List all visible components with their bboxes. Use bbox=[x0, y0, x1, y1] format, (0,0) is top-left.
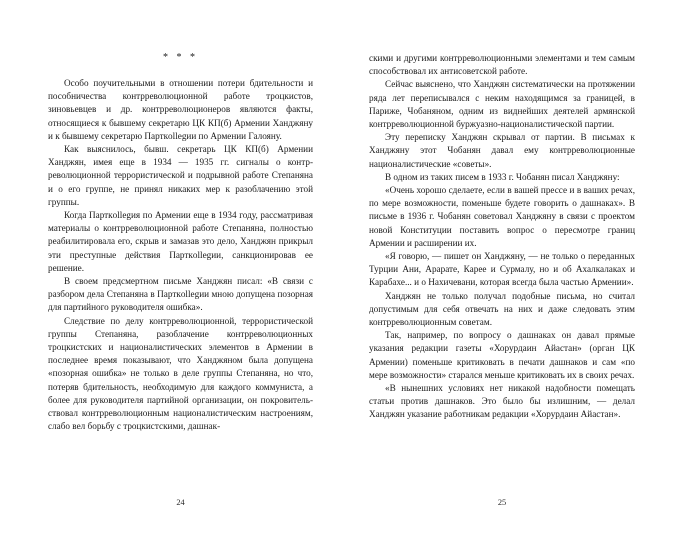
paragraph: Ханджян не только получал подобные письма, но считал допустимым для себя отвечать на них и даже следовать этим контрреволюционным советам. bbox=[369, 290, 635, 328]
paragraph: «В нынешних условиях нет никакой надобности помещать статьи против дашнаков. Это было бы излишним, — делал Ханджян указание работникам редакции «Хорурдаин Айастан». bbox=[369, 383, 635, 420]
paragraph: «Я говорю, — пишет он Ханджяну, — не только о переданных Турции Ани, Арарате, Карее и Сурмалу, но и об Ахалкалаках и Карабахе... и о Нахичевани, которая всегда была частью Армении». bbox=[369, 251, 635, 288]
paragraph: Особо поучительными в отношении потери бдительности и пособничества контрреволюционной работе троцкистов, зиновьевцев и др. контрреволюционеров являются факты, относящиеся к бывшему секретарю ЦК КП(б) Армении Ханджяну и к бывшему секретарю Парткollegии по Армении Галояну. bbox=[48, 78, 313, 141]
page-number-right: 25 bbox=[497, 498, 507, 507]
paragraph: Сейчас выяснено, что Ханджян систематически на протяжении ряда лет переписывался с неким находящимся за границей, в Париже, Чобаняном, одним из виднейших деятелей армянской контрреволюционной буржуазно-националистической партии. bbox=[369, 79, 635, 130]
paragraph: Следствие по делу контрреволюционной, террористической группы Степаняна, разоблачение контрреволюционных троцкистских и националистических элементов в Армении в последнее время показывают, что Ханджяном была допущена «позорная ошибка» не только в деле группы Степаняна, но что, потеряв бдительность, необходимую для каждого коммуниста, а более для руководителя партийной организации, он покровительствовал контрреволюционным националистическим настроениям, слабо вел борьбу с троцкистскими, дашнак- bbox=[48, 315, 313, 432]
paragraph: В своем предсмертном письме Ханджян писал: «В связи с разбором дела Степаняна в Парткollegии мною допущена позорная для партийного руководителя ошибка». bbox=[48, 276, 313, 313]
section-ornament: * * * bbox=[163, 52, 198, 63]
page-right bbox=[341, 0, 683, 540]
paragraph: Так, например, по вопросу о дашнаках он давал прямые указания редакции газеты «Хорурдаин Айастан» (орган ЦК Армении) поменьше критиковать в печати дашнаков и сам «по мере возможности» старался меньше критиковать их в своих речах. bbox=[369, 330, 635, 380]
paragraph: «Очень хорошо сделаете, если в вашей прессе и в ваших речах, по мере возможности, поменьше будете говорить о дашнаках». В письме в 1936 г. Чобанян советовал Ханджяну в связи с проектом новой Конституции поставить вопрос о пересмотре границ Армении и расширении их. bbox=[369, 185, 635, 248]
page-number-left: 24 bbox=[176, 498, 185, 507]
page-left-body bbox=[48, 77, 313, 433]
page-right-body bbox=[369, 52, 635, 422]
page-left bbox=[0, 0, 341, 540]
paragraph: Когда Парткollegия по Армении еще в 1934 году, рассматривая материалы о контрреволюционной работе Степаняна, полностью реабилитировала его, скрыв и замазав это дело, Ханджян прикрыл эти преступные действия Парткollegии, санкционировав ее решение. bbox=[48, 210, 313, 273]
paragraph: В одном из таких писем в 1933 г. Чобанян писал Ханджяну: bbox=[385, 171, 620, 182]
paragraph: Как выяснилось, бывш. секретарь ЦК КП(б) Армении Ханджян, имея еще в 1934 — 1935 гг. сигналы о контрреволюционной террористической и подрывной работе Степаняна и о его группе, не принял никаких мер к разоблачению этой группы. bbox=[48, 144, 313, 207]
paragraph-continued: скими и другими контрреволюционными элементами и тем самым способствовал их антисоветской работе. bbox=[369, 53, 635, 77]
paragraph: Эту переписку Ханджян скрывал от партии. В письмах к Ханджяну этот Чобанян давал ему контрреволюционные националистические «советы». bbox=[369, 132, 635, 169]
